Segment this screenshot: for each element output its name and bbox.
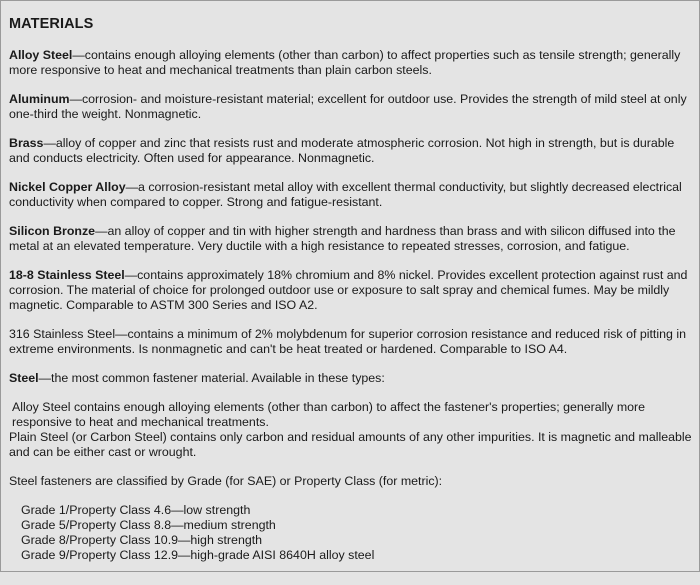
material-aluminum: [9, 92, 693, 122]
material-term: 18-8 Stainless Steel: [9, 268, 125, 282]
material-alloy-steel: [9, 48, 693, 78]
material-term: Silicon Bronze: [9, 224, 96, 238]
grade-item: Grade 9/Property Class 12.9—high-grade AISI 8640H alloy steel: [21, 548, 375, 562]
material-term: Aluminum: [9, 92, 70, 106]
material-term: Brass: [9, 136, 44, 150]
material-description: —the most common fastener material. Available in these types:: [38, 371, 385, 385]
material-description: —contains enough alloying elements (other than carbon) to affect properties such as tensile strength; generally more responsive to heat and mechanical treatments than plain carbon steels.: [9, 48, 681, 77]
materials-content: [9, 48, 693, 563]
grade-classification-intro: Steel fasteners are classified by Grade (for SAE) or Property Class (for metric):: [9, 474, 443, 488]
grade-item: Grade 8/Property Class 10.9—high strength: [21, 533, 263, 547]
grade-list: [21, 503, 693, 563]
material-term: Alloy Steel: [9, 48, 73, 62]
material-brass: [9, 136, 693, 166]
material-description: —alloy of copper and zinc that resists rust and moderate atmospheric corrosion. Not high in strength, but is durable and conducts electricity. Often used for appearance. Nonmagnetic.: [9, 136, 675, 165]
steel-type-plain: Plain Steel (or Carbon Steel) contains only carbon and residual amounts of any other impurities. It is magnetic and malleable and can be either cast or wrought.: [9, 430, 692, 459]
grade-item: Grade 1/Property Class 4.6—low strength: [21, 503, 251, 517]
section-title: MATERIALS: [9, 16, 94, 32]
material-term: Steel: [9, 371, 39, 385]
material-description: —contains approximately 18% chromium and 8% nickel. Provides excellent protection against rust and corrosion. The material of choice for prolonged outdoor use or exposure to salt spray and chemical fumes. May be mildly magnetic. Comparable to ASTM 300 Series and ISO A2.: [9, 268, 688, 312]
material-description: —an alloy of copper and tin with higher strength and hardness than brass and with silicon diffused into the metal at an elevated temperature. Very ductile with a high resistance to repeated stresses, corrosion, and fatigue.: [9, 224, 676, 253]
material-term: Nickel Copper Alloy: [9, 180, 126, 194]
material-description: —corrosion- and moisture-resistant material; excellent for outdoor use. Provides the strength of mild steel at only one-third the weight. Nonmagnetic.: [9, 92, 687, 121]
material-nickel-copper-alloy: [9, 180, 693, 210]
material-18-8-stainless-steel: [9, 268, 693, 313]
material-316-stainless-steel: 316 Stainless Steel—contains a minimum of 2% molybdenum for superior corrosion resistance and reduced risk of pitting in extreme environments. Is nonmagnetic and can't be heat treated or hardened. Comparable to ISO A4.: [9, 327, 686, 356]
material-silicon-bronze: [9, 224, 693, 254]
steel-type-alloy: Alloy Steel contains enough alloying elements (other than carbon) to affect the fastener's properties; generally more responsive to heat and mechanical treatments.: [12, 400, 646, 429]
grade-item: Grade 5/Property Class 8.8—medium strength: [21, 518, 276, 532]
material-description: —a corrosion-resistant metal alloy with excellent thermal conductivity, but slightly decreased electrical conductivity when compared to copper. Strong and fatigue-resistant.: [9, 180, 682, 209]
material-steel: [9, 371, 693, 386]
